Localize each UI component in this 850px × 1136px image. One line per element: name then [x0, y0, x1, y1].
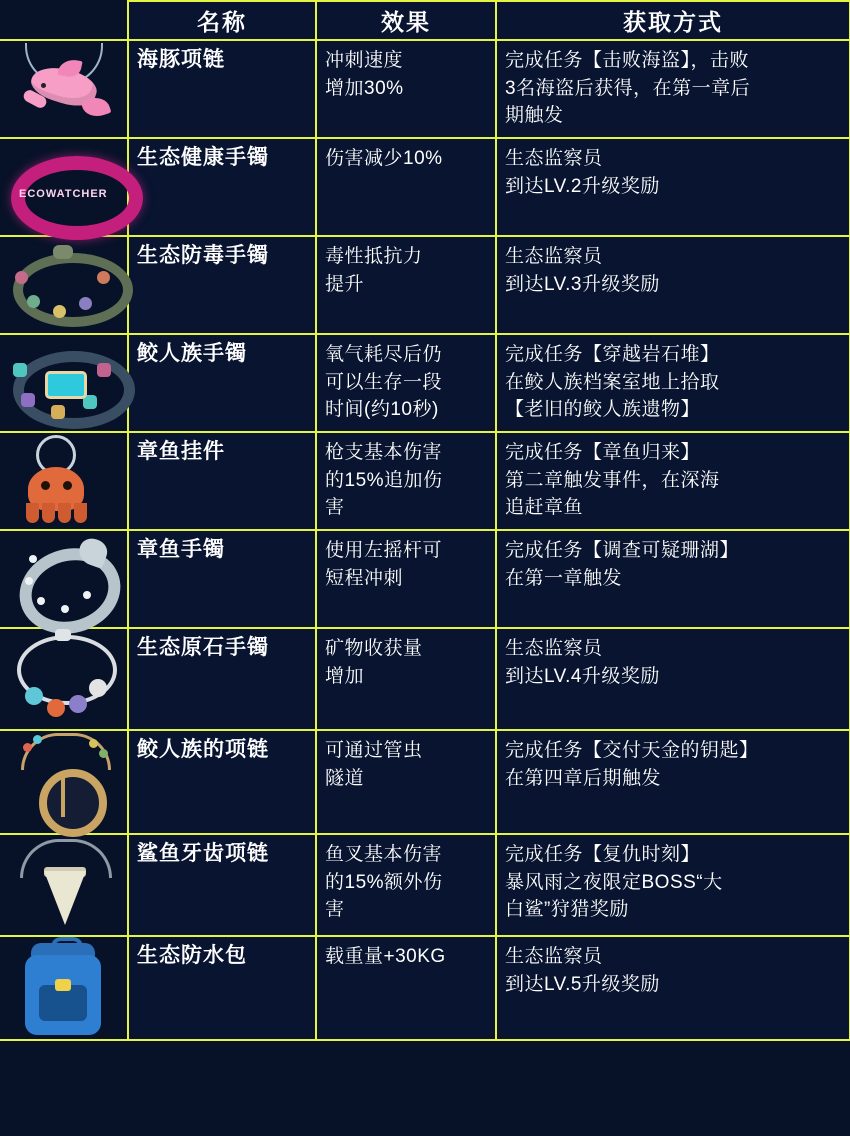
table-row [0, 236, 850, 334]
item-acquisition [496, 432, 850, 530]
item-effect [316, 730, 496, 834]
merfolk-bracelet-icon [7, 343, 119, 423]
effect-line: 可通过管虫 [325, 740, 423, 761]
item-name: 鲨鱼牙齿项链 [128, 834, 316, 936]
effect-line: 矿物收获量 [325, 638, 423, 659]
item-icon-cell [0, 730, 128, 834]
how-line: 完成任务【交付天金的钥匙】 [505, 740, 759, 761]
item-icon-cell [0, 834, 128, 936]
effect-line: 短程冲刺 [325, 567, 404, 589]
item-effect [316, 628, 496, 730]
how-line: 生态监察员 [505, 946, 603, 967]
how-line: 在第四章后期触发 [505, 767, 662, 789]
how-line: 暴风雨之夜限定BOSS“大 [505, 871, 723, 893]
how-line: 在第一章触发 [505, 567, 623, 589]
effect-line: 的15%追加伤 [325, 469, 443, 491]
item-name: 海豚项链 [128, 40, 316, 138]
item-acquisition [496, 730, 850, 834]
table-row [0, 334, 850, 432]
merfolk-necklace-icon [9, 731, 117, 833]
how-line: 到达LV.3升级奖励 [505, 273, 660, 295]
effect-line: 使用左摇杆可 [325, 540, 443, 561]
item-name: 生态防毒手镯 [128, 236, 316, 334]
eco-ore-bracelet-icon [7, 629, 119, 729]
column-header-how: 获取方式 [496, 1, 850, 40]
how-line: 完成任务【章鱼归来】 [505, 442, 701, 463]
effect-line: 毒性抵抗力 [325, 246, 423, 267]
item-effect [316, 236, 496, 334]
how-line: 完成任务【调查可疑珊湖】 [505, 540, 740, 561]
item-name: 鲛人族手镯 [128, 334, 316, 432]
how-line: 完成任务【复仇时刻】 [505, 844, 701, 865]
item-acquisition [496, 40, 850, 138]
item-name: 章鱼手镯 [128, 530, 316, 628]
how-line: 到达LV.2升级奖励 [505, 175, 660, 197]
how-line: 追赶章鱼 [505, 497, 584, 519]
how-line: 第二章触发事件，在深海 [505, 469, 720, 491]
table-row [0, 834, 850, 936]
column-header-icon [0, 1, 128, 40]
item-icon-cell [0, 432, 128, 530]
how-line: 生态监察员 [505, 148, 603, 169]
item-name: 生态原石手镯 [128, 628, 316, 730]
effect-line: 害 [325, 899, 345, 921]
how-line: 完成任务【击败海盗】，击败 [505, 50, 750, 71]
effect-line: 时间(约10秒) [325, 399, 439, 421]
eco-waterproof-bag-icon [17, 937, 109, 1039]
how-line: 【老旧的鲛人族遗物】 [505, 399, 701, 421]
effect-line: 可以生存一段 [325, 371, 443, 393]
octopus-bracelet-icon [9, 533, 117, 625]
eco-health-bracelet-icon [7, 148, 119, 226]
item-effect [316, 936, 496, 1040]
table-header-row [0, 1, 850, 40]
table-row [0, 936, 850, 1040]
effect-line: 冲刺速度 [325, 50, 404, 71]
item-acquisition [496, 628, 850, 730]
octopus-pendant-icon [8, 433, 118, 529]
item-effect [316, 40, 496, 138]
item-icon-cell [0, 334, 128, 432]
effect-line: 伤害减少10% [325, 148, 443, 169]
item-effect [316, 138, 496, 236]
effect-line: 鱼叉基本伤害 [325, 844, 443, 865]
effect-line: 枪支基本伤害 [325, 442, 443, 463]
how-line: 3名海盗后获得，在第一章后 [505, 77, 751, 99]
table-row [0, 138, 850, 236]
item-effect [316, 834, 496, 936]
table-row [0, 530, 850, 628]
how-line: 期触发 [505, 105, 564, 127]
dolphin-necklace-icon [11, 41, 115, 137]
item-acquisition [496, 236, 850, 334]
item-acquisition [496, 936, 850, 1040]
item-icon-cell [0, 530, 128, 628]
item-effect [316, 432, 496, 530]
item-name: 生态防水包 [128, 936, 316, 1040]
item-name: 章鱼挂件 [128, 432, 316, 530]
item-acquisition [496, 138, 850, 236]
how-line: 生态监察员 [505, 638, 603, 659]
effect-line: 增加30% [325, 77, 404, 99]
item-icon-cell [0, 40, 128, 138]
item-acquisition [496, 334, 850, 432]
item-effect [316, 530, 496, 628]
how-line: 在鲛人族档案室地上拾取 [505, 371, 720, 393]
how-line: 到达LV.4升级奖励 [505, 665, 660, 687]
item-icon-cell [0, 138, 128, 236]
table-row [0, 432, 850, 530]
effect-line: 载重量+30KG [325, 946, 446, 967]
shark-tooth-necklace-icon [10, 835, 116, 935]
band-text: ECOWATCHER [19, 188, 108, 200]
effect-line: 提升 [325, 273, 365, 295]
effect-line: 的15%额外伤 [325, 871, 443, 893]
effect-line: 害 [325, 497, 345, 519]
item-acquisition [496, 834, 850, 936]
effect-line: 隧道 [325, 767, 365, 789]
item-icon-cell [0, 236, 128, 334]
effect-line: 氧气耗尽后仍 [325, 344, 443, 365]
item-icon-cell [0, 936, 128, 1040]
how-line: 到达LV.5升级奖励 [505, 973, 660, 995]
item-name: 鲛人族的项链 [128, 730, 316, 834]
item-name: 生态健康手镯 [128, 138, 316, 236]
eco-antidote-bracelet-icon [7, 243, 119, 327]
table-row [0, 628, 850, 730]
how-line: 白鲨”狩猎奖励 [505, 899, 629, 921]
how-line: 生态监察员 [505, 246, 603, 267]
how-line: 完成任务【穿越岩石堆】 [505, 344, 720, 365]
item-icon-cell [0, 628, 128, 730]
table-row [0, 730, 850, 834]
column-header-effect: 效果 [316, 1, 496, 40]
item-acquisition [496, 530, 850, 628]
table-row [0, 40, 850, 138]
effect-line: 增加 [325, 665, 365, 687]
item-effect [316, 334, 496, 432]
column-header-name: 名称 [128, 1, 316, 40]
